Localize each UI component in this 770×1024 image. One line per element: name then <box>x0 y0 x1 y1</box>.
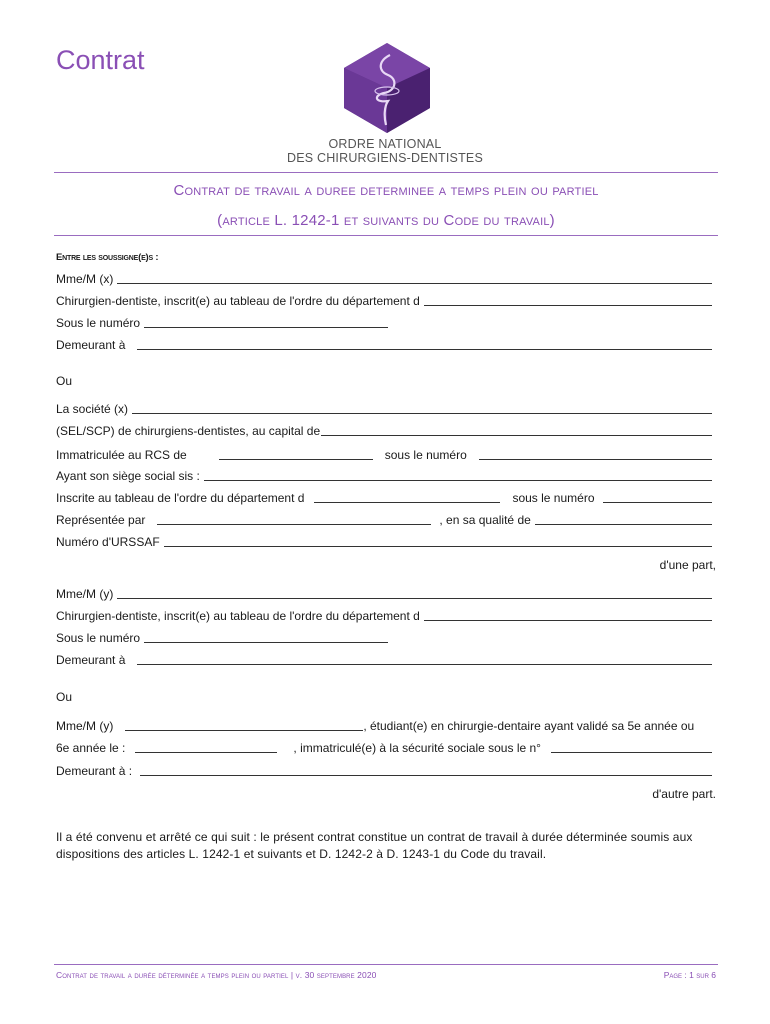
student-name-label: Mme/M (y) <box>56 719 114 733</box>
rcs-label: Immatriculée au RCS de <box>56 448 187 462</box>
page-number: Page : 1 sur 6 <box>663 970 716 980</box>
inscrite-departement-field[interactable] <box>314 502 500 503</box>
ou-label-2: Ou <box>56 690 73 704</box>
representee-row <box>56 511 714 527</box>
party1-numero-row <box>56 314 714 330</box>
party1-departement-field[interactable] <box>424 305 712 306</box>
party2-departement-field[interactable] <box>424 620 712 621</box>
student-demeurant-row <box>56 762 714 778</box>
student-annee-field[interactable] <box>135 752 277 753</box>
urssaf-row <box>56 533 714 549</box>
party1-name-row <box>56 270 714 286</box>
party2-numero-row <box>56 629 714 645</box>
qualite-field[interactable] <box>535 524 712 525</box>
capital-row <box>56 422 714 438</box>
party2-demeurant-row <box>56 651 714 667</box>
page-title: Contrat <box>56 45 145 75</box>
footer-rule <box>54 964 718 965</box>
party1-demeurant-row <box>56 336 714 352</box>
party2-demeurant-field[interactable] <box>137 664 712 665</box>
header-rule-top <box>54 172 718 173</box>
org-line-1: ORDRE NATIONAL <box>328 137 442 151</box>
representee-label: Représentée par <box>56 513 146 527</box>
ou-label-1: Ou <box>56 374 73 388</box>
urssaf-field[interactable] <box>164 546 712 547</box>
student-name-row <box>56 717 714 733</box>
dautre-part-label: d'autre part. <box>652 787 716 801</box>
party1-demeurant-field[interactable] <box>137 349 712 350</box>
qualite-label: , en sa qualité de <box>439 513 531 527</box>
rcs-field[interactable] <box>219 459 373 460</box>
party1-inscrit-label: Chirurgien-dentiste, inscrit(e) au tableau de l'ordre du département d <box>56 294 420 308</box>
party2-inscrit-label: Chirurgien-dentiste, inscrit(e) au tableau de l'ordre du département d <box>56 609 420 623</box>
societe-field[interactable] <box>132 413 712 414</box>
societe-row <box>56 400 714 416</box>
org-line-2: DES CHIRURGIENS-DENTISTES <box>287 151 483 165</box>
party1-numero-field[interactable] <box>144 327 388 328</box>
contract-heading-line1: Contrat de travail a duree determinee a temps plein ou partiel <box>173 182 599 199</box>
urssaf-label: Numéro d'URSSAF <box>56 535 160 549</box>
intro-paragraph: Il a été convenu et arrêté ce qui suit : le présent contrat constitue un contrat de travail à durée déterminée soumis aux dispositions des articles L. 1242-1 et suivants et D. 1242-2 à D. 1243-1 du Code du travail. <box>56 830 693 861</box>
party2-inscrit-row <box>56 607 714 623</box>
party2-numero-label: Sous le numéro <box>56 631 141 645</box>
student-annee-label: 6e année le : <box>56 741 126 755</box>
student-annee-row <box>56 739 714 755</box>
entre-label: Entre les soussigne(e)s : <box>56 252 159 263</box>
party1-name-label: Mme/M (x) <box>56 272 114 286</box>
siege-label: Ayant son siège social sis : <box>56 469 200 483</box>
student-name-field[interactable] <box>125 730 363 731</box>
rcs-row <box>56 446 714 462</box>
siege-field[interactable] <box>204 480 712 481</box>
party1-demeurant-label: Demeurant à <box>56 338 126 352</box>
student-secu-label: , immatriculé(e) à la sécurité sociale sous le n° <box>293 741 541 755</box>
inscrite-numero-field[interactable] <box>603 502 713 503</box>
contract-heading-line2: (article L. 1242-1 et suivants du Code du travail) <box>217 212 555 229</box>
rcs-numero-label: sous le numéro <box>384 448 467 462</box>
party2-numero-field[interactable] <box>144 642 388 643</box>
capital-label: (SEL/SCP) de chirurgiens-dentistes, au capital de <box>56 424 321 438</box>
party2-name-label: Mme/M (y) <box>56 587 114 601</box>
org-name <box>270 137 500 165</box>
party2-name-field[interactable] <box>117 598 712 599</box>
student-demeurant-field[interactable] <box>140 775 712 776</box>
student-etudiant-text: , étudiant(e) en chirurgie-dentaire ayant validé sa 5e année ou <box>363 719 695 733</box>
siege-row <box>56 467 714 483</box>
party1-numero-label: Sous le numéro <box>56 316 141 330</box>
inscrite-label: Inscrite au tableau de l'ordre du département d <box>56 491 305 505</box>
student-secu-field[interactable] <box>551 752 712 753</box>
inscrite-numero-label: sous le numéro <box>512 491 595 505</box>
party2-name-row <box>56 585 714 601</box>
representee-field[interactable] <box>157 524 431 525</box>
dune-part-label: d'une part, <box>659 558 716 572</box>
rcs-numero-field[interactable] <box>479 459 712 460</box>
party1-inscrit-row <box>56 292 714 308</box>
footer-title: Contrat de travail a durée déterminée a temps plein ou partiel | v. 30 septembre 2020 <box>56 970 377 980</box>
inscrite-row <box>56 489 714 505</box>
societe-label: La société (x) <box>56 402 129 416</box>
ordre-logo <box>344 43 430 133</box>
student-demeurant-label: Demeurant à : <box>56 764 133 778</box>
capital-field[interactable] <box>321 435 712 436</box>
header-rule-bottom <box>54 235 718 236</box>
party2-demeurant-label: Demeurant à <box>56 653 126 667</box>
party1-name-field[interactable] <box>117 283 712 284</box>
